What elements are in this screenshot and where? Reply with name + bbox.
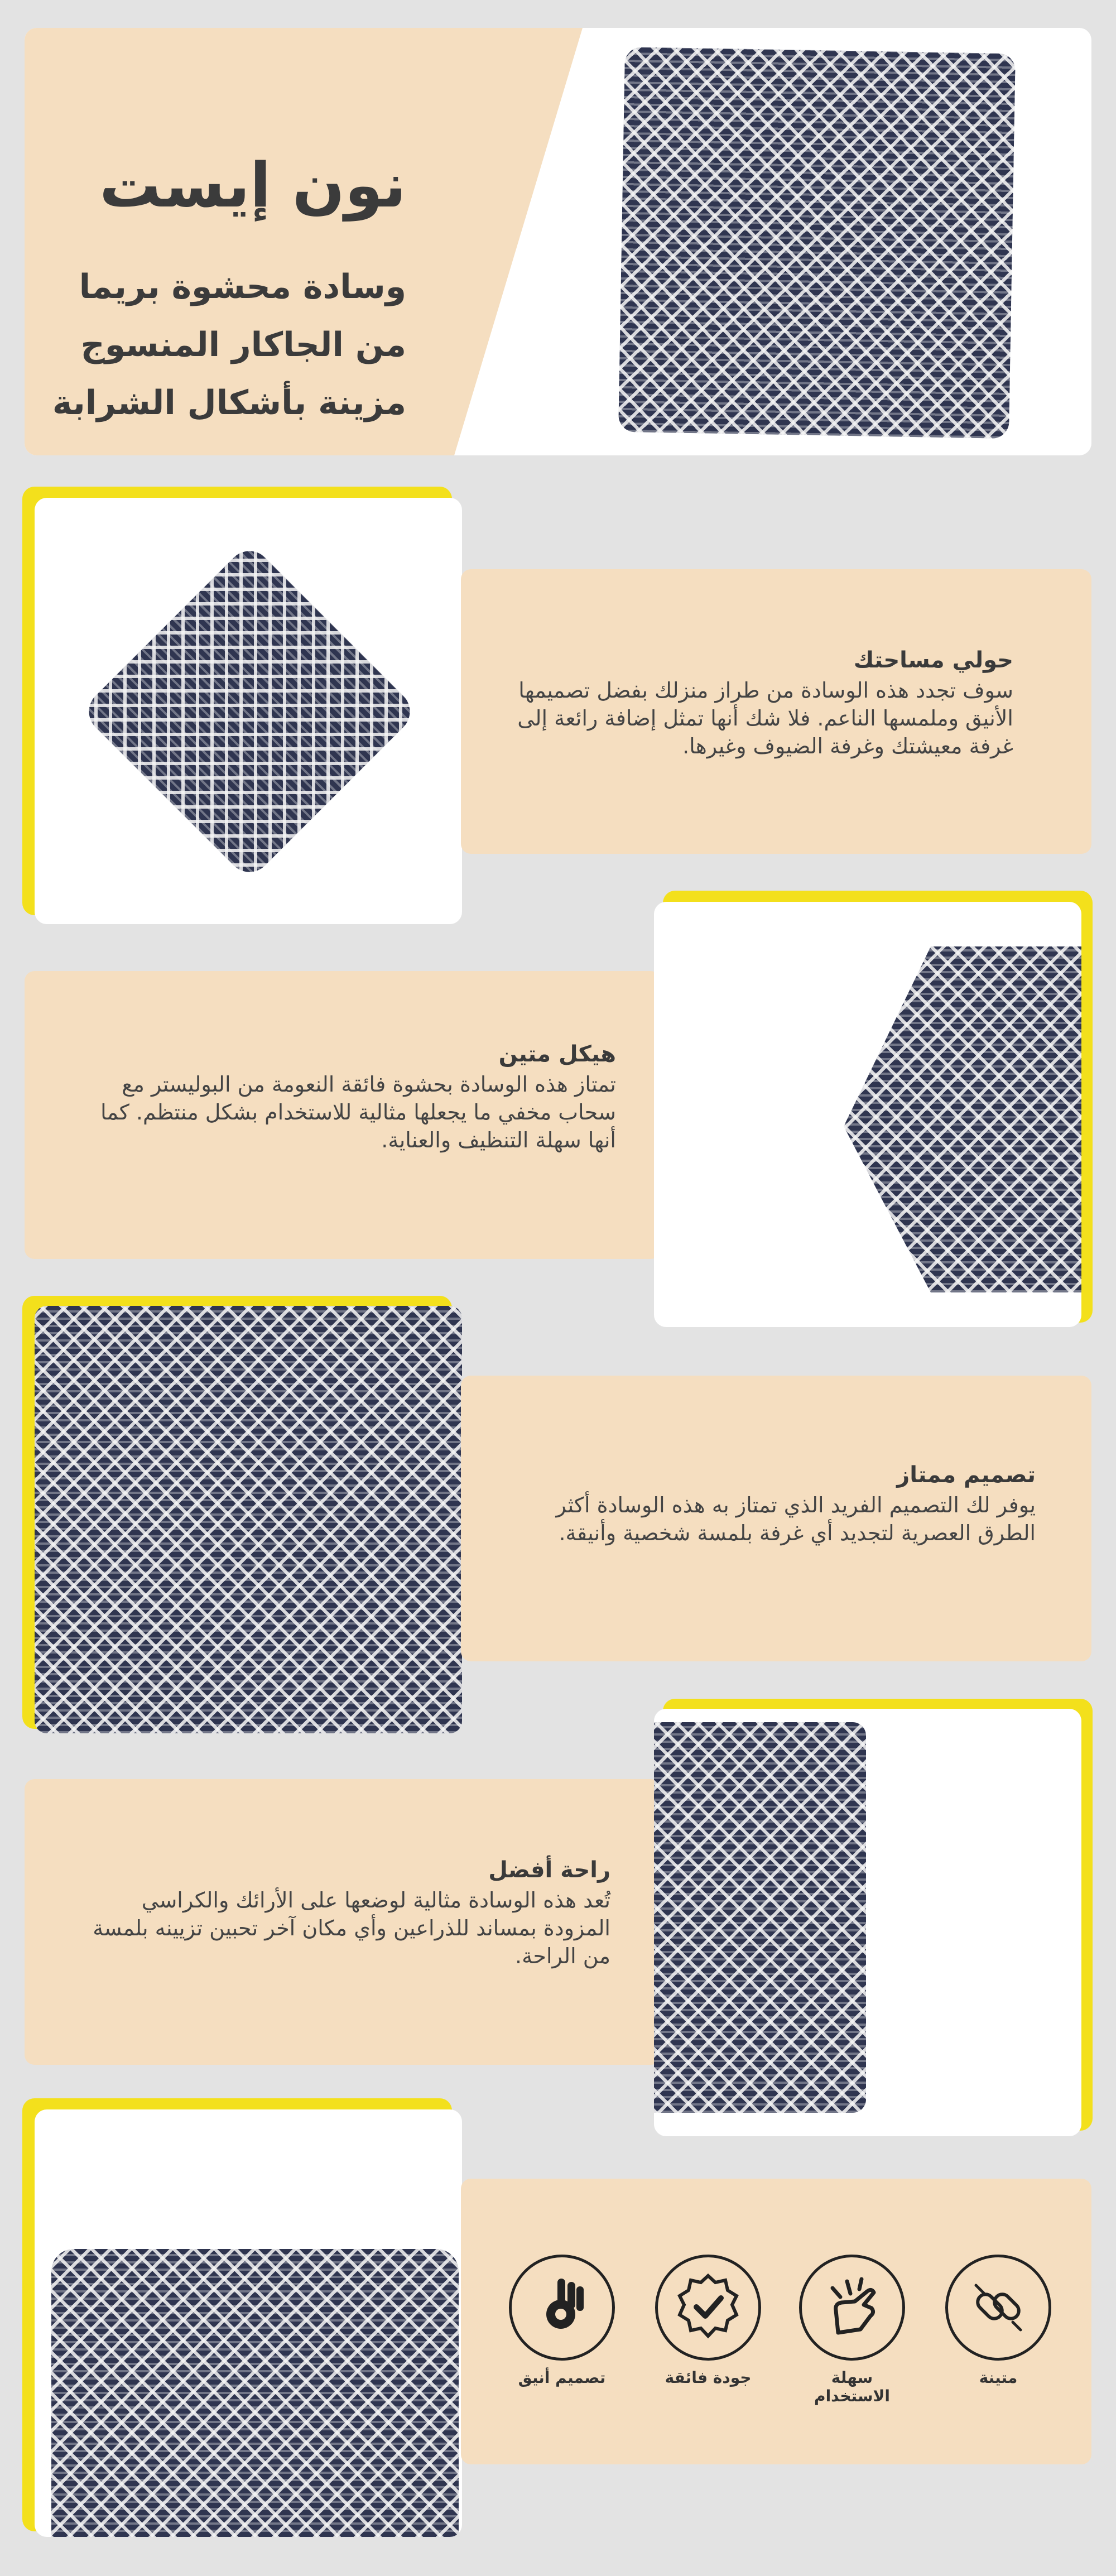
feature-text: [478, 647, 1013, 760]
feature-panel: [25, 1779, 661, 2065]
product-subtitle: [25, 258, 406, 432]
feature-panel: [461, 569, 1091, 854]
feature-image-card: [35, 498, 462, 924]
hero-pillow-image: [618, 47, 1016, 439]
subtitle-line: وسادة محشوة بريما: [79, 267, 406, 306]
badge: [650, 2255, 767, 2387]
subtitle-line: مزينة بأشكال الشرابة: [52, 383, 406, 422]
badge: [793, 2255, 911, 2405]
feature-text: [80, 1041, 616, 1154]
feature-title: تصميم ممتاز: [897, 1462, 1036, 1488]
badge: [940, 2255, 1057, 2387]
feature-title: راحة أفضل: [488, 1857, 610, 1883]
badge-label: متينة: [979, 2368, 1018, 2387]
feature-image-card: [654, 902, 1081, 1327]
feature-image-card: [654, 1709, 1081, 2136]
feature-panel: [25, 971, 661, 1259]
pillow-bottom-image: [51, 2249, 459, 2537]
feature-panel: [461, 1376, 1091, 1661]
badge-label: سهلة الاستخدام: [814, 2368, 890, 2405]
feature-title: هيكل متين: [498, 1041, 616, 1067]
pillow-partial-image: [654, 1722, 866, 2113]
link-icon: [945, 2255, 1051, 2361]
pattern-closeup-image: [35, 1306, 462, 1733]
feature-image-card: [35, 2109, 462, 2537]
feature-title: حولي مساحتك: [853, 647, 1013, 673]
feature-text: [75, 1857, 610, 1970]
brand-title: نون إيست: [99, 150, 406, 221]
feature-body: سوف تجدد هذه الوسادة من طراز منزلك بفضل تصميمها الأنيق وملمسها الناعم. فلا شك أنها تمثل إضافة رائعة إلى غرفة معيشتك وغرفة الضيوف وغيرها.: [517, 678, 1013, 758]
feature-body: تمتاز هذه الوسادة بحشوة فائقة النعومة من البوليستر مع سحاب مخفي ما يجعلها مثالية للاستخدام بشكل منتظم. كما أنها سهلة التنظيف والعناية.: [100, 1072, 616, 1152]
subtitle-line: من الجاكار المنسوج: [80, 325, 406, 364]
badge-label: جودة فائقة: [665, 2368, 752, 2387]
feature-text: [500, 1462, 1036, 1547]
feature-body: تُعد هذه الوسادة مثالية لوضعها على الأرائك والكراسي المزودة بمساند للذراعين وأي مكان آخر تحبين تزيينه بلمسة من الراحة.: [93, 1888, 610, 1968]
badges-panel: [461, 2179, 1091, 2464]
feature-body: يوفر لك التصميم الفريد الذي تمتاز به هذه الوسادة أكثر الطرق العصرية لتجديد أي غرفة بلمسة شخصية وأنيقة.: [556, 1493, 1036, 1545]
pillow-side-image: [844, 946, 1081, 1292]
ok-hand-icon: [509, 2255, 615, 2361]
hand-snap-icon: [799, 2255, 905, 2361]
pillow-diamond-image: [80, 542, 419, 881]
hero-banner: [25, 28, 1091, 455]
quality-badge-icon: [655, 2255, 761, 2361]
badge-label: تصميم أنيق: [518, 2368, 606, 2387]
badge: [503, 2255, 620, 2387]
